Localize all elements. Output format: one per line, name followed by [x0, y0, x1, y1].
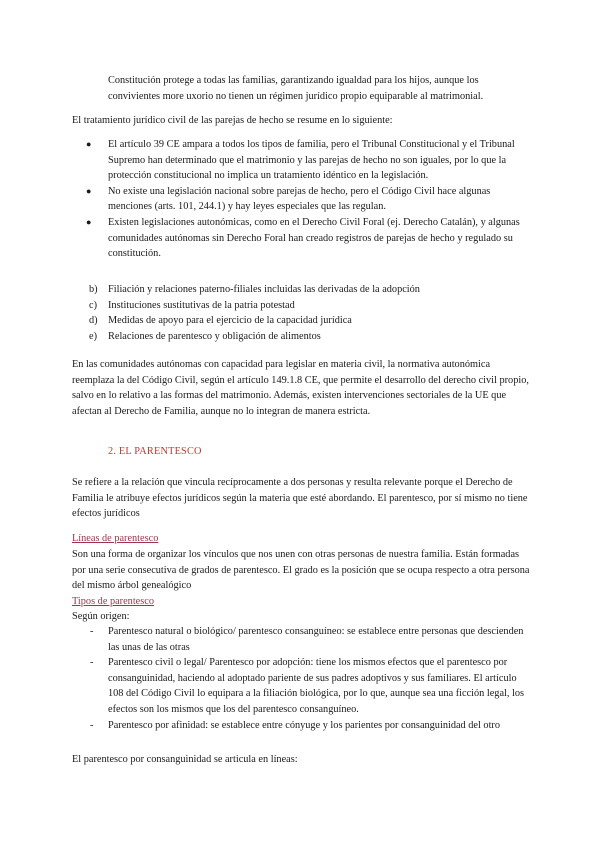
- bullet-item: [72, 137, 532, 184]
- lettered-item: [72, 282, 532, 298]
- autonomic-paragraph: En las comunidades autónomas con capacidad para legislar en materia civil, la normativa autonómica reemplaza la del Código Civil, según el artículo 149.1.8 CE, que permite el desarrollo del derecho civil propio, salvo en lo relativo a las formas del matrimonio. Además, existen intervenciones sectoriales de la UE que afectan al Derecho de Familia, aunque no lo integran de manera estricta.: [72, 359, 529, 417]
- subheading-tipos: Tipos de parentesco: [72, 596, 154, 607]
- final-paragraph: El parentesco por consanguinidad se articula en líneas:: [72, 754, 298, 765]
- dash-marker: -: [90, 719, 94, 731]
- lead-paragraph: El tratamiento jurídico civil de las parejas de hecho se resume en lo siguiente:: [72, 115, 393, 126]
- list-marker: d): [89, 315, 98, 327]
- lettered-text: Relaciones de parentesco y obligación de alimentos: [108, 330, 321, 342]
- section-heading: 2. EL PARENTESCO: [108, 446, 202, 457]
- intro-paragraph: Constitución protege a todas las familias, garantizando igualdad para los hijos, aunque los convivientes more uxorio no tienen un régimen jurídico propio equiparable al matrimonial.: [108, 75, 484, 102]
- bullet-icon: ●: [86, 216, 92, 227]
- bullet-text: Existen legislaciones autonómicas, como en el Derecho Civil Foral (ej. Derecho Catalán), y algunas comunidades autónomas sin Derecho Foral han creado registros de parejas de hecho y regulado su constitución.: [108, 216, 520, 260]
- dash-text: Parentesco por afinidad: se establece entre cónyuge y los parientes por consanguinidad del otro: [108, 719, 501, 731]
- segun-origen-label: Según origen:: [72, 611, 130, 622]
- bullet-text: El artículo 39 CE ampara a todos los tipos de familia, pero el Tribunal Constitucional y el Tribunal Supremo han determinado que el matrimonio y las parejas de hecho no son iguales, por lo que la protección constitucional no implica un tratamiento idéntico en la legislación.: [108, 139, 515, 182]
- lettered-item: [72, 313, 532, 329]
- list-marker: e): [89, 330, 97, 342]
- dash-marker: -: [90, 657, 94, 669]
- lettered-item: [72, 329, 532, 345]
- lettered-text: Medidas de apoyo para el ejercicio de la capacidad jurídica: [108, 315, 352, 327]
- list-marker: b): [89, 284, 98, 295]
- bullet-item: [72, 184, 532, 215]
- lettered-text: Instituciones sustitutivas de la patria potestad: [108, 299, 295, 311]
- lineas-paragraph: Son una forma de organizar los vínculos que nos unen con otras personas de nuestra familia. Están formadas por una serie consecutiva de grados de parentesco. El grado es la posición que se ocupa respecto a otra persona del mismo árbol genealógico: [72, 549, 530, 592]
- dash-item: [72, 718, 532, 734]
- bullet-icon: ●: [86, 139, 92, 149]
- subheading-lineas: Líneas de parentesco: [72, 533, 159, 544]
- dash-text: Parentesco civil o legal/ Parentesco por adopción: tiene los mismos efectos que el parentesco por consanguinidad, haciendo al adoptado pariente de sus padres adoptivos y sus familiares. El artículo 108 del Código Civil lo equipara a la filiación biológica, por lo que, aunque sea una ficción legal, los efectos son los mismos que los del parentesco consanguíneo.: [108, 657, 525, 715]
- dash-item: [72, 655, 532, 717]
- dash-text: Parentesco natural o biológico/ parentesco consanguíneo: se establece entre personas que descienden las unas de las otras: [108, 626, 524, 653]
- lettered-list: [72, 282, 532, 344]
- parentesco-definition: Se refiere a la relación que vincula recíprocamente a dos personas y resulta relevante porque el Derecho de Familia le atribuye efectos jurídicos según la materia que esté abordando. El parentesco, por sí mismo no tiene efectos jurídicos: [72, 477, 528, 520]
- bullet-icon: ●: [86, 185, 92, 196]
- bullet-list: [72, 137, 532, 262]
- dash-item: [72, 624, 532, 655]
- dash-marker: -: [90, 626, 94, 637]
- lettered-item: [72, 298, 532, 314]
- lettered-text: Filiación y relaciones paterno-filiales incluidas las derivadas de la adopción: [108, 284, 420, 295]
- bullet-item: [72, 215, 532, 262]
- bullet-text: No existe una legislación nacional sobre parejas de hecho, pero el Código Civil hace algunas menciones (arts. 101, 244.1) y hay leyes especiales que las regulan.: [108, 185, 491, 213]
- dash-list: [72, 624, 532, 733]
- list-marker: c): [89, 299, 97, 311]
